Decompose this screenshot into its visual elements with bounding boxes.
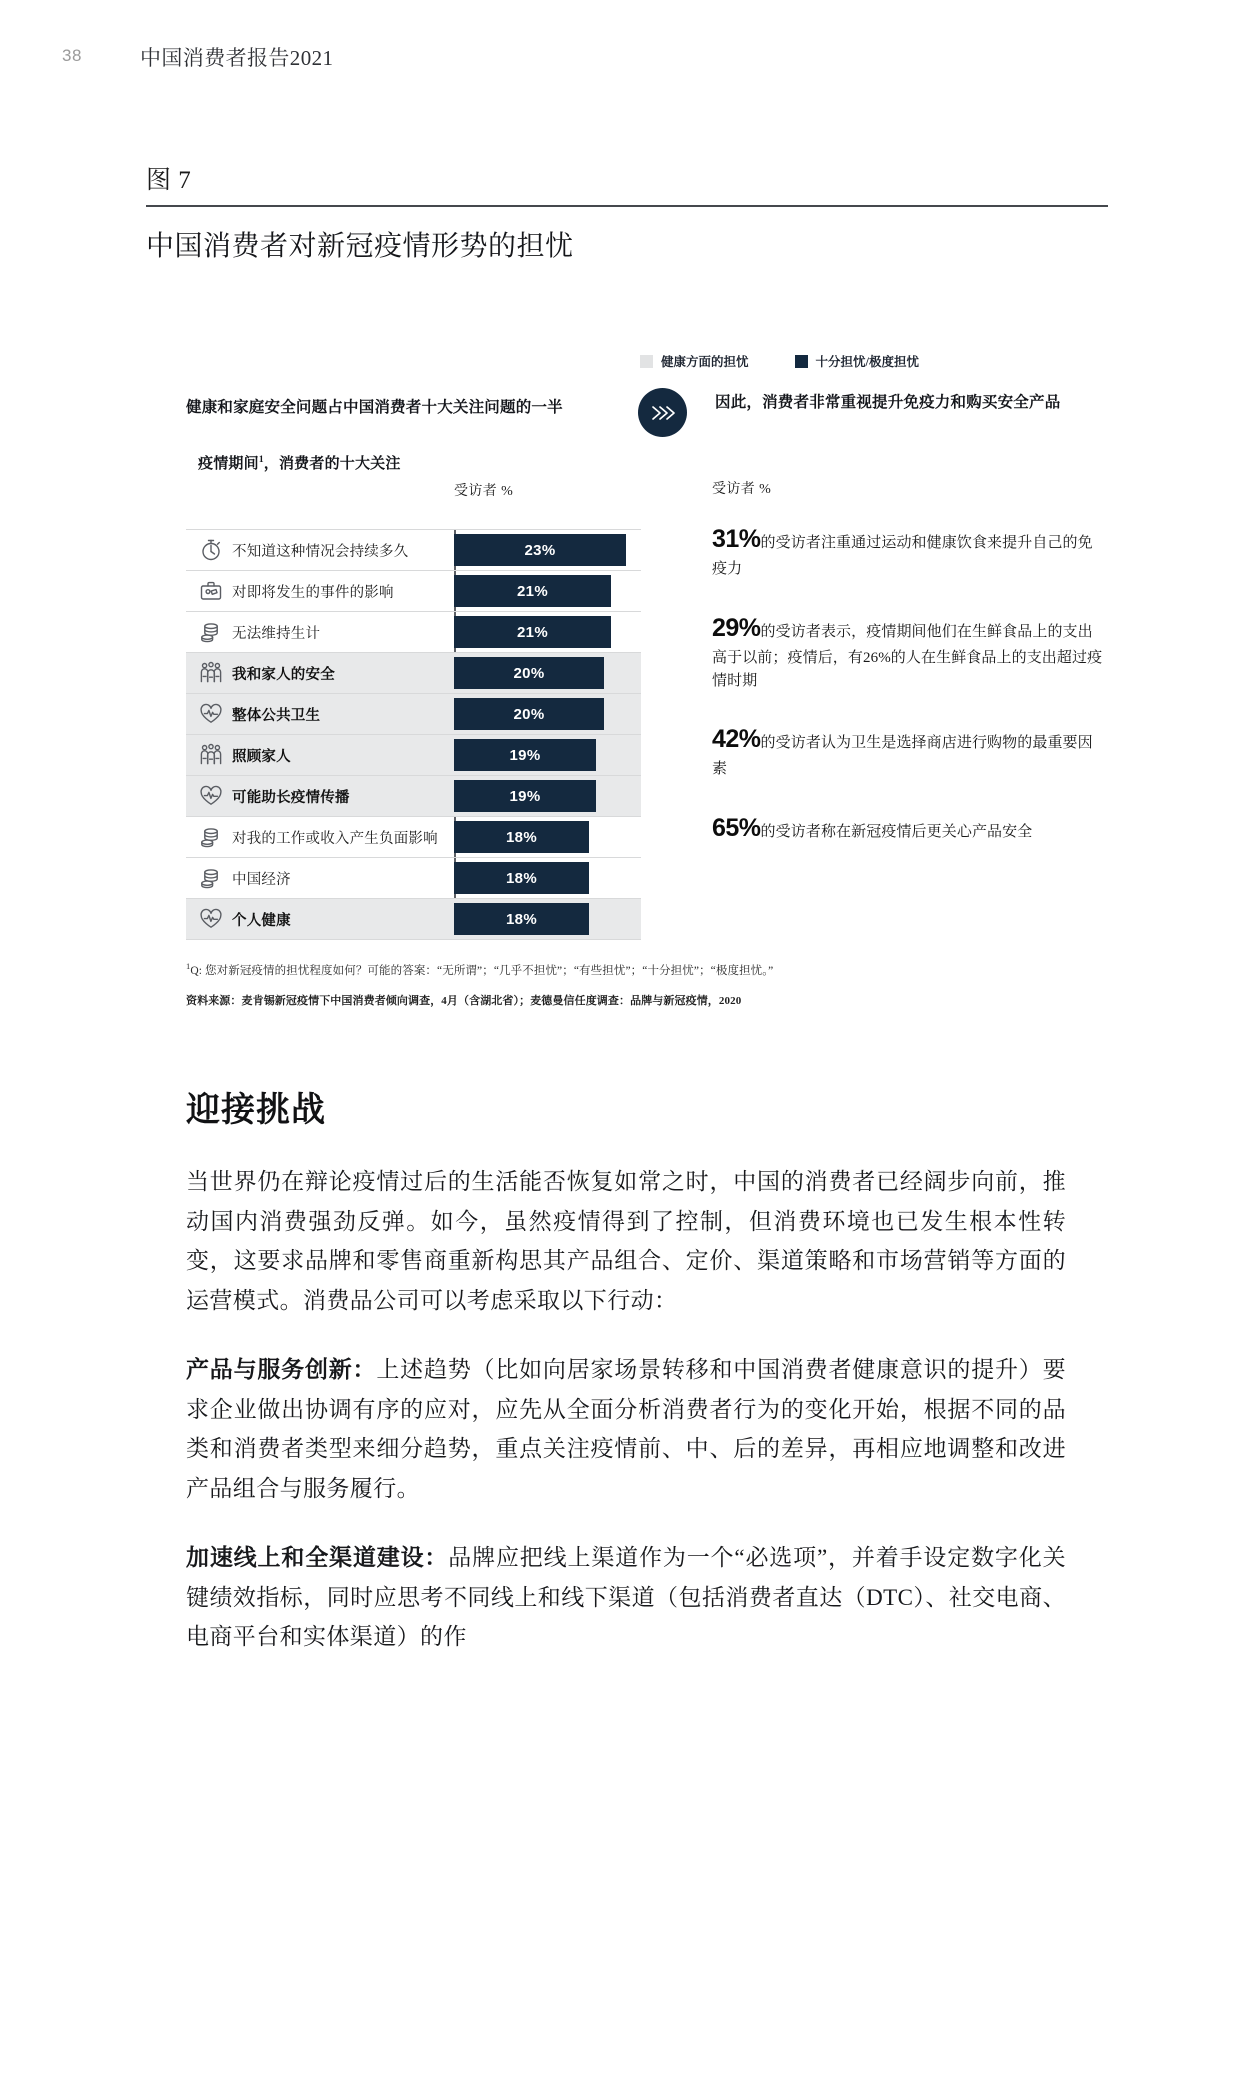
legend-swatch-light (640, 355, 653, 368)
paragraph-text: 上述趋势（比如向居家场景转移和中国消费者健康意识的提升）要求企业做出协调有序的应对，应先从全面分析消费者行为的变化开始，根据不同的品类和消费者类型来细分趋势，重点关注疫情前、中、后的差异，再相应地调整和改进产品组合与服务履行。 (186, 1357, 1066, 1501)
paragraph-text: 当世界仍在辩论疫情过后的生活能否恢复如常之时，中国的消费者已经阔步向前，推动国内消费强劲反弹。如今，虽然疫情得到了控制，但消费环境也已发生根本性转变，这要求品牌和零售商重新构思其产品组合、定价、渠道策略和市场营销等方面的运营模式。消费品公司可以考虑采取以下行动： (186, 1169, 1066, 1313)
paragraph (186, 1162, 1066, 1320)
bar-value: 18% (454, 903, 589, 935)
chart-legend (640, 352, 919, 370)
briefcase-icon (186, 578, 232, 604)
chart-subtitle-footnote-marker: 1 (258, 455, 264, 465)
paragraph (186, 1350, 1066, 1508)
legend-item-very-concerned (795, 352, 919, 370)
heartbeat-icon (186, 701, 232, 727)
table-row (186, 571, 641, 612)
page-number: 38 (62, 46, 82, 65)
legend-swatch-dark (795, 355, 808, 368)
chart-row-list (186, 529, 641, 940)
concerns-bar-chart (186, 452, 641, 940)
paragraph-lead: 加速线上和全渠道建设： (186, 1545, 449, 1571)
legend-label-light: 健康方面的担忧 (661, 355, 749, 369)
footnote-text: Q: 您对新冠疫情的担忧程度如何？可能的答案：“无所谓”；“几乎不担忧”；“有些担忧”；“十分担忧”；“极度担忧。” (190, 964, 774, 977)
bar-value: 18% (454, 862, 589, 894)
running-title: 中国消费者报告2021 (140, 46, 334, 70)
bar-value: 18% (454, 821, 589, 853)
stats-list (712, 520, 1104, 847)
table-row (186, 530, 641, 571)
table-row (186, 612, 641, 653)
family-icon (186, 660, 232, 686)
bar-track (454, 739, 641, 771)
stat-item (712, 609, 1104, 693)
footnote-source: 资料来源：麦肯锡新冠疫情下中国消费者倾向调查，4月（含湖北省）；麦德曼信任度调查：品牌与新冠疫情，2020 (186, 995, 742, 1008)
stats-panel (712, 478, 1104, 875)
stat-value: 65% (712, 814, 761, 843)
footnote-question (186, 960, 1086, 980)
concern-label: 无法维持生计 (232, 625, 321, 642)
concern-label: 整体公共卫生 (232, 707, 321, 724)
bar-value: 21% (454, 616, 611, 648)
heartbeat-icon (186, 906, 232, 932)
family-icon (186, 742, 232, 768)
chevrons-right-icon (638, 388, 687, 437)
coins-icon (186, 619, 232, 645)
concern-label: 个人健康 (232, 912, 291, 929)
bar-track (454, 657, 641, 689)
stat-value: 42% (712, 725, 761, 754)
stat-text: 的受访者称在新冠疫情后更关心产品安全 (760, 824, 1033, 841)
stat-value: 29% (712, 613, 761, 642)
stat-text: 的受访者注重通过运动和健康饮食来提升自己的免疫力 (712, 535, 1093, 577)
concern-label: 照顾家人 (232, 748, 291, 765)
bar-value: 21% (454, 575, 611, 607)
chart-subtitle-pre: 疫情期间 (198, 456, 259, 472)
running-header (0, 44, 1248, 74)
exhibit-kicker-row (186, 388, 1106, 437)
concern-label: 对我的工作或收入产生负面影响 (232, 830, 438, 847)
exhibit-header (146, 160, 1108, 264)
paragraph (186, 1538, 1066, 1657)
stat-value: 31% (712, 525, 761, 553)
kicker-right-text: 因此，消费者非常重视提升免疫力和购买安全产品 (715, 394, 1061, 411)
section-heading: 迎接挑战 (186, 1092, 326, 1129)
coins-icon (186, 865, 232, 891)
article-body (186, 1162, 1066, 1657)
chart-subtitle-post: ，消费者的十大关注 (263, 456, 401, 472)
exhibit-title: 中国消费者对新冠疫情形势的担忧 (146, 231, 574, 262)
heartbeat-icon (186, 783, 232, 809)
bar-track (454, 534, 641, 566)
bar-track (454, 821, 641, 853)
legend-label-dark: 十分担忧/极度担忧 (815, 355, 919, 369)
kicker-left-text: 健康和家庭安全问题占中国消费者十大关注问题的一半 (186, 399, 563, 416)
concern-label: 我和家人的安全 (232, 666, 335, 683)
table-row (186, 858, 641, 899)
concern-label: 可能助长疫情传播 (232, 789, 350, 806)
table-row (186, 776, 641, 817)
stats-axis-label: 受访者 % (712, 482, 772, 497)
exhibit-footnotes (186, 960, 1086, 1011)
stat-text: 的受访者认为卫生是选择商店进行购物的最重要因素 (712, 735, 1093, 778)
bar-track (454, 616, 641, 648)
stat-text: 的受访者表示，疫情期间他们在生鲜食品上的支出高于以前；疫情后，有26%的人在生鲜食品上的支出超过疫情时期 (712, 623, 1103, 689)
bar-track (454, 862, 641, 894)
footnote-marker: 1 (186, 961, 191, 971)
bar-track (454, 903, 641, 935)
chart-subtitle (198, 452, 641, 473)
bar-track (454, 575, 641, 607)
bar-track (454, 698, 641, 730)
stopwatch-icon (186, 537, 232, 563)
stat-item (712, 520, 1104, 581)
paragraph-text: 品牌应把线上渠道作为一个“必选项”，并着手设定数字化关键绩效指标，同时应思考不同线上和线下渠道（包括消费者直达（DTC）、社交电商、电商平台和实体渠道）的作 (186, 1545, 1067, 1650)
bar-value: 20% (454, 698, 604, 730)
table-row (186, 653, 641, 694)
concern-label: 对即将发生的事件的影响 (232, 584, 394, 601)
chart-axis-label: 受访者 % (454, 484, 514, 499)
table-row (186, 694, 641, 735)
stat-item (712, 720, 1104, 781)
bar-value: 23% (454, 534, 626, 566)
table-row (186, 899, 641, 940)
bar-value: 19% (454, 739, 596, 771)
concern-label: 中国经济 (232, 871, 291, 888)
table-row (186, 735, 641, 776)
stat-item (712, 809, 1104, 847)
exhibit-number: 图 7 (146, 167, 192, 194)
bar-value: 19% (454, 780, 596, 812)
concern-label: 不知道这种情况会持续多久 (232, 543, 409, 560)
legend-item-health-concern (640, 352, 749, 370)
bar-value: 20% (454, 657, 604, 689)
coins-icon (186, 824, 232, 850)
table-row (186, 817, 641, 858)
bar-track (454, 780, 641, 812)
paragraph-lead: 产品与服务创新： (186, 1357, 377, 1383)
